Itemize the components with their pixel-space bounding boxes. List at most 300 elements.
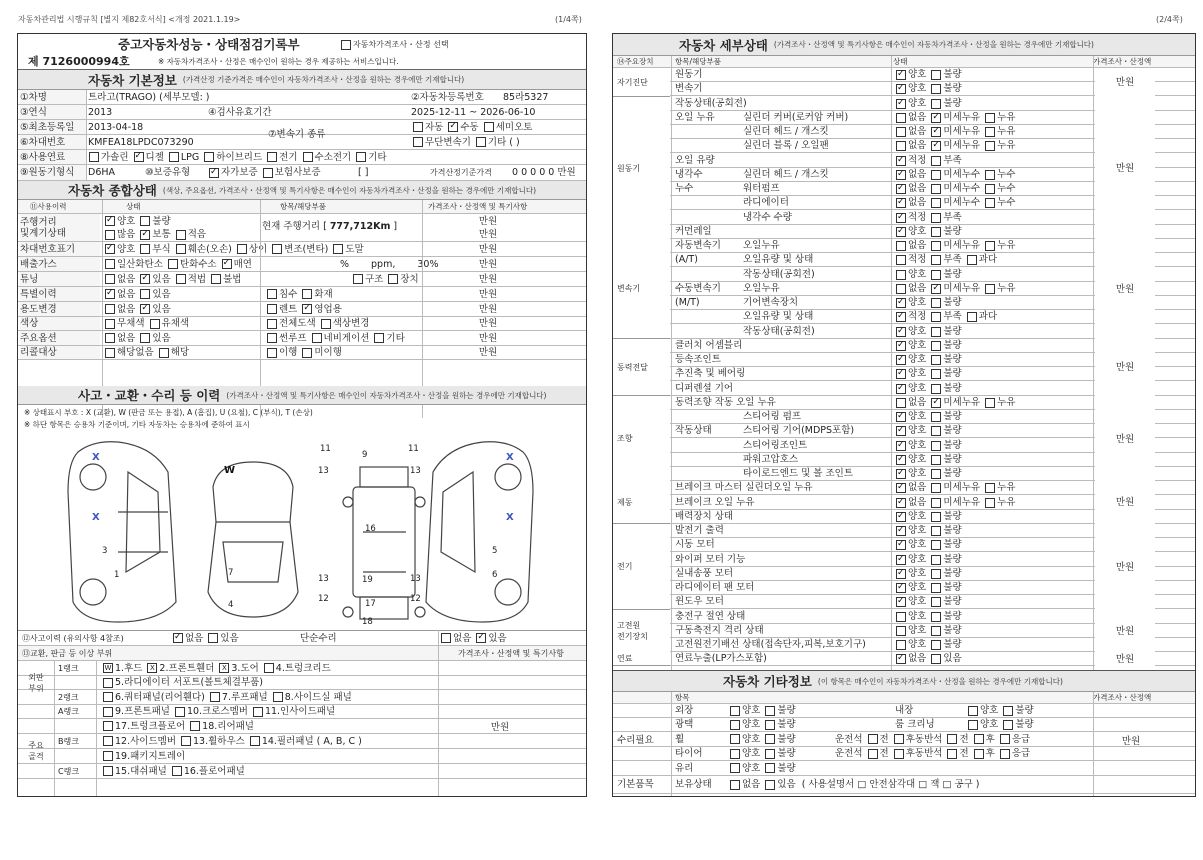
detail-10-1-checkbox[interactable] <box>931 213 941 223</box>
summary-3-label-1: 탄화수소 <box>179 258 217 270</box>
detail-26-0-checkbox[interactable] <box>896 441 906 451</box>
summary-2-label-4: 변조(변타) <box>284 243 329 255</box>
exchange-items-6 <box>98 749 438 763</box>
detail-31-1-checkbox[interactable] <box>931 512 941 522</box>
detail-11-1-checkbox[interactable] <box>931 227 941 237</box>
detail-status-10 <box>891 211 1091 224</box>
detail-40-0-checkbox[interactable] <box>896 640 906 650</box>
summary-4-label-2: 적법 <box>187 273 207 285</box>
wheel-drv-f-checkbox[interactable] <box>868 734 878 744</box>
other-outside-label: 외장 <box>675 705 694 716</box>
detail-24-0-checkbox[interactable] <box>896 412 906 422</box>
trans-cvt-checkbox[interactable] <box>413 137 423 147</box>
summary2-6-0-checkbox[interactable] <box>267 304 277 314</box>
detail-sub-25: 작동상태 <box>675 425 712 436</box>
other-outside-ok-checkbox[interactable] <box>730 706 740 716</box>
detail-part-26: 스티어링조인트 <box>743 440 808 451</box>
belong-none-checkbox[interactable] <box>730 780 740 790</box>
summary-2-4-checkbox[interactable] <box>272 244 282 254</box>
detail-5-1-checkbox[interactable] <box>931 141 941 151</box>
detail-16-1-checkbox[interactable] <box>931 298 941 308</box>
detail-part-18: 작동상태(공회전) <box>743 326 815 337</box>
detail-31-0-checkbox[interactable] <box>896 512 906 522</box>
detail-16-0-checkbox[interactable] <box>896 298 906 308</box>
detail-18-label-0: 양호 <box>908 326 927 337</box>
detail-sub-15: 수동변속기 <box>675 283 721 294</box>
summary-label-6: 용도변경 <box>20 302 100 316</box>
summary-4-2-checkbox[interactable] <box>176 274 186 284</box>
detail-21-1-checkbox[interactable] <box>931 369 941 379</box>
detail-32-0-checkbox[interactable] <box>896 526 906 536</box>
other-room-status: 양호 불량 <box>963 718 1083 731</box>
detail-13-2-checkbox[interactable] <box>967 255 977 265</box>
other-gloss-label: 광택 <box>675 719 694 731</box>
fuel-6-checkbox[interactable] <box>356 152 366 162</box>
summary2-5-label-1: 화재 <box>314 288 333 300</box>
part-outer2-2-checkbox[interactable] <box>273 692 283 702</box>
summary-5-1-checkbox[interactable] <box>140 289 150 299</box>
summary2-7-0-checkbox[interactable] <box>267 319 277 329</box>
detail-18-1-checkbox[interactable] <box>931 327 941 337</box>
detail-27-label-0: 양호 <box>908 454 927 465</box>
warranty-0-checkbox[interactable] <box>209 168 219 178</box>
detail-37-1-checkbox[interactable] <box>931 597 941 607</box>
detail-11-label-0: 양호 <box>908 226 927 237</box>
detail-41-1-checkbox[interactable] <box>931 654 941 664</box>
detail-status-6 <box>891 154 1091 167</box>
detail-22-1-checkbox[interactable] <box>931 384 941 394</box>
tire-pas-f-checkbox[interactable] <box>947 749 957 759</box>
detail-0-0-checkbox[interactable] <box>896 70 906 80</box>
other-glass-bad-checkbox[interactable] <box>765 763 775 773</box>
fuel-5-checkbox[interactable] <box>303 152 313 162</box>
detail-status-15 <box>891 282 1091 295</box>
detail-17-1-checkbox[interactable] <box>931 312 941 322</box>
detail-item-20: 등속조인트 <box>675 354 721 365</box>
detail-10-label-0: 적정 <box>908 212 927 223</box>
summary2-8-0-checkbox[interactable] <box>267 333 277 343</box>
detail-1-0-checkbox[interactable] <box>896 84 906 94</box>
summary-2-1-checkbox[interactable] <box>140 244 150 254</box>
detail-15-1-checkbox[interactable] <box>931 284 941 294</box>
wheel-drv-r-checkbox[interactable] <box>894 734 904 744</box>
wheel-pas-r-checkbox[interactable] <box>974 734 984 744</box>
summary2-5-label-0: 침수 <box>279 288 298 300</box>
detail-item-19: 클러치 어셈블리 <box>675 340 743 351</box>
detail-2-label-1: 불량 <box>943 98 962 109</box>
other-gloss-bad-checkbox[interactable] <box>765 720 775 730</box>
detail-part-24: 스티어링 펌프 <box>743 411 802 422</box>
detail-13-1-checkbox[interactable] <box>931 255 941 265</box>
detail-12-0-checkbox[interactable] <box>896 241 906 251</box>
detail-24-1-checkbox[interactable] <box>931 412 941 422</box>
detail-17-0-checkbox[interactable] <box>896 312 906 322</box>
detail-27-0-checkbox[interactable] <box>896 455 906 465</box>
detail-11-label-1: 불량 <box>943 226 962 237</box>
detail-status-28 <box>891 467 1091 480</box>
trans-semi-checkbox[interactable] <box>484 122 494 132</box>
summary-options-9 <box>100 346 260 359</box>
group-unit-self_diag: 만원 <box>1095 68 1155 97</box>
detail-8-0-checkbox[interactable] <box>896 184 906 194</box>
detail-33-1-checkbox[interactable] <box>931 540 941 550</box>
tire-pas-r-checkbox[interactable] <box>974 749 984 759</box>
part-outer1-0-checkbox[interactable]: W <box>104 664 112 672</box>
detail-sub-13: (A/T) <box>675 254 698 265</box>
other-room-bad-checkbox[interactable] <box>1003 720 1013 730</box>
fuel-label-4: 전기 <box>279 151 298 163</box>
detail-8-1-checkbox[interactable] <box>931 184 941 194</box>
tire-drv-r-checkbox[interactable] <box>894 749 904 759</box>
part-outer2-0-checkbox[interactable] <box>103 692 113 702</box>
exchange-row-7 <box>18 764 586 779</box>
detail-15-0-checkbox[interactable] <box>896 284 906 294</box>
row-vin: ⑥차대번호 KMFEA18LPDC073290 무단변속기 기타 ( ) <box>18 135 586 150</box>
detail-35-0-checkbox[interactable] <box>896 569 906 579</box>
summary2-5-1-checkbox[interactable] <box>302 289 312 299</box>
detail-37-0-checkbox[interactable] <box>896 597 906 607</box>
detail-19-0-checkbox[interactable] <box>896 341 906 351</box>
detail-38-0-checkbox[interactable] <box>896 612 906 622</box>
part-mainA-1-checkbox[interactable] <box>175 707 185 717</box>
detail-14-0-checkbox[interactable] <box>896 270 906 280</box>
detail-5-2-checkbox[interactable] <box>985 141 995 151</box>
detail-status-11 <box>891 225 1091 238</box>
detail-26-1-checkbox[interactable] <box>931 441 941 451</box>
trans-manual-checkbox[interactable] <box>448 122 458 132</box>
part-mainB-2-checkbox[interactable] <box>250 736 260 746</box>
wheel-pas-f-checkbox[interactable] <box>947 734 957 744</box>
detail-20-0-checkbox[interactable] <box>896 355 906 365</box>
summary-2-2-checkbox[interactable] <box>176 244 186 254</box>
exchange-row-0 <box>18 661 586 676</box>
base-price-value: 0 0 0 0 0 만원 <box>512 167 576 178</box>
summary-row-4 <box>18 272 586 287</box>
detail-1-1-checkbox[interactable] <box>931 84 941 94</box>
exchange-items-5 <box>98 734 438 748</box>
summary2-9-0-checkbox[interactable] <box>267 348 277 358</box>
summary2-7-1-checkbox[interactable] <box>321 319 331 329</box>
detail-36-0-checkbox[interactable] <box>896 583 906 593</box>
fuel-label-0: 가솔린 <box>101 151 129 163</box>
accident-history-0-checkbox[interactable] <box>173 633 183 643</box>
detail-item-21: 추진축 및 베어링 <box>675 368 746 379</box>
detail-12-2-checkbox[interactable] <box>985 241 995 251</box>
detail-23-1-checkbox[interactable] <box>931 398 941 408</box>
warranty-label-0: 자가보증 <box>221 167 258 178</box>
detail-32-label-1: 불량 <box>943 525 962 536</box>
detail-38-1-checkbox[interactable] <box>931 612 941 622</box>
detail-23-2-checkbox[interactable] <box>985 398 995 408</box>
legend-line-1: ※ 상태표시 부호 : X (교환), W (판금 또는 용접), A (흠집), U (요철), C (부식), T (손상) <box>24 408 313 417</box>
summary-9-0-checkbox[interactable] <box>105 348 115 358</box>
detail-item-37: 윈도우 모터 <box>675 596 724 607</box>
belong-status: 없음 있음 ( 사용설명서 □ 안전삼각대 □ 잭 □ 공구 ) <box>725 776 1095 793</box>
detail-11-0-checkbox[interactable] <box>896 227 906 237</box>
detail-32-1-checkbox[interactable] <box>931 526 941 536</box>
detail-status-41 <box>891 652 1091 665</box>
other-glass-status: 양호 불량 <box>725 762 835 775</box>
detail-35-label-0: 양호 <box>908 568 927 579</box>
rank2-label: 2랭크 <box>58 692 79 702</box>
other-wheel-bad-checkbox[interactable] <box>765 734 775 744</box>
summary-3-2-checkbox[interactable] <box>222 259 232 269</box>
summary2-4-label-0: 구조 <box>365 273 384 285</box>
detail-10-0-checkbox[interactable] <box>896 213 906 223</box>
detail-34-0-checkbox[interactable] <box>896 555 906 565</box>
detail-4-2-checkbox[interactable] <box>985 127 995 137</box>
detail-9-1-checkbox[interactable] <box>931 198 941 208</box>
detail-14-1-checkbox[interactable] <box>931 270 941 280</box>
warranty-1-checkbox[interactable] <box>263 168 273 178</box>
detail-20-label-1: 불량 <box>943 354 962 365</box>
part-outer1-1-checkbox[interactable]: X <box>147 663 157 673</box>
part-mainB-0-checkbox[interactable] <box>103 736 113 746</box>
fuel-label-2: LPG <box>180 151 200 163</box>
detail-8-2-checkbox[interactable] <box>985 184 995 194</box>
legend-line-2: ※ 하단 항목은 승용차 기준이며, 기타 자동차는 승용차에 준하여 표시 <box>24 420 250 429</box>
summary2-6-label-1: 영업용 <box>314 303 342 315</box>
summary-4-0-checkbox[interactable] <box>105 274 115 284</box>
summary2-9-label-0: 이행 <box>279 347 298 358</box>
detail-9-0-checkbox[interactable] <box>896 198 906 208</box>
summary-1-1-checkbox[interactable] <box>140 230 150 240</box>
detail-29-2-checkbox[interactable] <box>985 483 995 493</box>
summary2-6-1-checkbox[interactable] <box>302 304 312 314</box>
detail-35-1-checkbox[interactable] <box>931 569 941 579</box>
detail-status-5 <box>891 139 1091 152</box>
summary2-5-0-checkbox[interactable] <box>267 289 277 299</box>
detail-3-0-checkbox[interactable] <box>896 113 906 123</box>
group-unit-steering: 만원 <box>1095 396 1155 482</box>
simple-repair-0-checkbox[interactable] <box>441 633 451 643</box>
detail-item-36: 라디에이터 팬 모터 <box>675 582 755 593</box>
fuel-4-checkbox[interactable] <box>267 152 277 162</box>
other-wheel-ok-checkbox[interactable] <box>730 734 740 744</box>
detail-3-2-checkbox[interactable] <box>985 113 995 123</box>
row-year: ③연식 2013 ④검사유효기간 2025-12-11 ~ 2026-06-10 <box>18 105 586 120</box>
detail-7-2-checkbox[interactable] <box>985 170 995 180</box>
belong-have-checkbox[interactable] <box>765 780 775 790</box>
group-engine: 원동기 <box>613 97 670 240</box>
detail-28-0-checkbox[interactable] <box>896 469 906 479</box>
detail-23-label-2: 누유 <box>997 397 1016 408</box>
detail-30-0-checkbox[interactable] <box>896 498 906 508</box>
accident-history-1-checkbox[interactable] <box>208 633 218 643</box>
detail-30-1-checkbox[interactable] <box>931 498 941 508</box>
detail-header: 자동차 세부상태 (가격조사・산정액 및 특기사항은 매수인이 자동차가격조사・산정을 원하는 경우에만 기재합니다) <box>613 34 1195 56</box>
detail-status-16 <box>891 296 1091 309</box>
detail-28-label-1: 불량 <box>943 468 962 479</box>
detail-1-label-1: 불량 <box>943 83 962 94</box>
detail-34-1-checkbox[interactable] <box>931 555 941 565</box>
tire-spare-checkbox[interactable] <box>1000 749 1010 759</box>
summary-7-label-1: 유채색 <box>161 318 190 329</box>
part-mainA-1: 10.크로스멤버 <box>186 706 248 717</box>
detail-status-24 <box>891 410 1091 423</box>
trans-auto-checkbox[interactable] <box>413 122 423 132</box>
detail-status-13 <box>891 253 1091 266</box>
detail-40-1-checkbox[interactable] <box>931 640 941 650</box>
summary2-8-2-checkbox[interactable] <box>374 333 384 343</box>
detail-29-0-checkbox[interactable] <box>896 483 906 493</box>
detail-25-1-checkbox[interactable] <box>931 426 941 436</box>
detail-17-2-checkbox[interactable] <box>967 312 977 322</box>
detail-39-0-checkbox[interactable] <box>896 626 906 636</box>
detail-23-label-1: 미세누유 <box>943 397 981 408</box>
detail-19-1-checkbox[interactable] <box>931 341 941 351</box>
fuel-label-1: 디젤 <box>145 151 164 163</box>
detail-2-1-checkbox[interactable] <box>931 99 941 109</box>
detail-3-1-checkbox[interactable] <box>931 113 941 123</box>
wheel-spare-checkbox[interactable] <box>1000 734 1010 744</box>
detail-41-label-1: 있음 <box>943 653 962 664</box>
fuel-1-checkbox[interactable] <box>134 152 144 162</box>
car-right-side-view <box>426 442 533 622</box>
detail-14-label-0: 양호 <box>908 269 927 280</box>
detail-status-25 <box>891 424 1091 437</box>
detail-6-1-checkbox[interactable] <box>931 156 941 166</box>
detail-20-1-checkbox[interactable] <box>931 355 941 365</box>
summary-7-1-checkbox[interactable] <box>150 319 160 329</box>
part-outer1b-0-checkbox[interactable] <box>103 678 113 688</box>
part-outer1-2-checkbox[interactable]: X <box>219 663 229 673</box>
summary-unit-2: 만원 <box>478 243 498 255</box>
summary2-8-1-checkbox[interactable] <box>312 333 322 343</box>
part-mainA2-0-checkbox[interactable] <box>103 721 113 731</box>
summary-4-1-checkbox[interactable] <box>140 274 150 284</box>
summary-5-0-checkbox[interactable] <box>105 289 115 299</box>
summary-0-1-checkbox[interactable] <box>140 216 150 226</box>
part-outer1-3-checkbox[interactable] <box>264 663 274 673</box>
detail-39-1-checkbox[interactable] <box>931 626 941 636</box>
detail-22-0-checkbox[interactable] <box>896 384 906 394</box>
part-mainB2-0-checkbox[interactable] <box>103 751 113 761</box>
summary-1-0-checkbox[interactable] <box>105 230 115 240</box>
detail-21-0-checkbox[interactable] <box>896 369 906 379</box>
summary-0-0-checkbox[interactable] <box>105 216 115 226</box>
part-mainC-0-checkbox[interactable] <box>103 766 113 776</box>
summary-options-5 <box>100 287 260 301</box>
detail-4-0-checkbox[interactable] <box>896 127 906 137</box>
fuel-2-checkbox[interactable] <box>169 152 179 162</box>
detail-6-0-checkbox[interactable] <box>896 156 906 166</box>
detail-9-2-checkbox[interactable] <box>985 198 995 208</box>
summary-options2-7 <box>262 317 422 330</box>
summary-2-0-checkbox[interactable] <box>105 244 115 254</box>
detail-7-0-checkbox[interactable] <box>896 170 906 180</box>
summary2-4-1-checkbox[interactable] <box>388 274 398 284</box>
fuel-3-checkbox[interactable] <box>204 152 214 162</box>
detail-23-label-0: 없음 <box>908 397 927 408</box>
other-tire-bad-checkbox[interactable] <box>765 749 775 759</box>
detail-item-2: 작동상태(공회전) <box>675 98 747 109</box>
summary-0-label-0: 양호 <box>117 215 136 227</box>
detail-33-0-checkbox[interactable] <box>896 540 906 550</box>
detail-30-label-1: 미세누유 <box>943 497 981 508</box>
part-mainA2-0: 17.트렁크플로어 <box>115 720 186 732</box>
summary-options2-9 <box>262 346 422 359</box>
detail-27-1-checkbox[interactable] <box>931 455 941 465</box>
part-mainA2-1-checkbox[interactable] <box>190 721 200 731</box>
group-hv: 고전원 전기장치 <box>613 610 670 653</box>
detail-13-0-checkbox[interactable] <box>896 255 906 265</box>
other-room-ok-checkbox[interactable] <box>968 720 978 730</box>
detail-2-0-checkbox[interactable] <box>896 99 906 109</box>
detail-status-14 <box>891 268 1091 281</box>
detail-18-0-checkbox[interactable] <box>896 327 906 337</box>
detail-12-1-checkbox[interactable] <box>931 241 941 251</box>
row-fuel: ⑧사용연료 가솔린 ✓ 디젤 LPG 하이브리드 전기 수소전기 기타 <box>18 150 586 165</box>
summary-8-0-checkbox[interactable] <box>105 333 115 343</box>
detail-28-1-checkbox[interactable] <box>931 469 941 479</box>
part-mainB-1-checkbox[interactable] <box>181 736 191 746</box>
simple-repair-1-checkbox[interactable] <box>476 633 486 643</box>
detail-23-0-checkbox[interactable] <box>896 398 906 408</box>
detail-0-1-checkbox[interactable] <box>931 70 941 80</box>
detail-part-25: 스티어링 기어(MDPS포함) <box>743 425 855 436</box>
part-mainA-0-checkbox[interactable] <box>103 707 113 717</box>
part-mainA2-1: 18.리어패널 <box>202 720 254 732</box>
part-mainA-2-checkbox[interactable] <box>253 707 263 717</box>
accident-history-label-1: 있음 <box>220 632 239 644</box>
other-glass-ok-checkbox[interactable] <box>730 763 740 773</box>
detail-7-1-checkbox[interactable] <box>931 170 941 180</box>
form-page-2: 자동차 세부상태 (가격조사・산정액 및 특기사항은 매수인이 자동차가격조사・산정을 원하는 경우에만 기재합니다) ⑭주요장치 항목/해당부품 상태 가격조사・산정액 원동기 ✓ 양호 불량 변속기 ✓ 양호 불량 작동상태(공회전) ✓ 양호 불량 오일 누유 실린더 커버(로커암 커버) 없음 ✓ 미세누유 누유 실린더 헤드 / 개스킷 없음 ✓ 미세누유 누유 실린더 블록 / 오일팬 없음 ✓ 미세누유 누유 오일 유량 ✓ 적정 부족 냉각수 실린더 헤드 / 개스킷 ✓ 없음 미세누수 누수 누수 워터펌프 ✓ 없음 미세누수 누수 라디에이터 ✓ 없음 미세누수 누수 냉각수 수량 ✓ 적정 부족 커먼레일 ✓ 양호 불량 자동변속기 오일누유 없음 미세누유 누유 (A/T) 오일유량 및 상태 적정 부족 과다 작동상태(공회전) 양호 불량 수동변속기 오일누유 없음 ✓ 미세누유 누유 (M/T) 기어변속장치 ✓ 양호 불량 오일유량 및 상태 ✓ 적정 부족 과다 작동상태(공회전) ✓ 양호 불량 클러치 어셈블리 ✓ 양호 불량 등속조인트 ✓ 양호 불량 추진축 및 베어링 ✓ 양호 불량 디퍼렌셜 기어 ✓ 양호 불량 동력조향 작동 오일 누유 없음 ✓ 미세누유 누유 스티어링 펌프 ✓ 양호 불량 작동상태 스티어링 기어(MDPS포함) ✓ 양호 불량 스티어링조인트 ✓ 양호 불량 파워고압호스 ✓ 양호 불량 타이로드엔드 및 볼 조인트 ✓ 양호 불량 브레이크 마스터 실린더오일 누유 ✓ 없음 미세누유 누유 브레이크 오일 누유 ✓ 없음 미세누유 누유 배력장치 상태 ✓ 양호 불량 발전기 출력 ✓ 양호 불량 시동 모터 ✓ 양호 불량 와이퍼 모터 기능 ✓ 양호 불량 실내송풍 모터 ✓ 양호 불량 라디에이터 팬 모터 ✓ 양호 불량 윈도우 모터 ✓ 양호 불량 충전구 절연 상태 양호 불량 구동축전지 격리 상태 양호 불량 고전원전기배선 상태(접속단자,피복,보호기구) 양호 불량 연료누출(LP가스포함) ✓ 없음 있음 자동차 기타정보 (이 항목은 매수인이 자동차가격조사・산정을 원하는 경우에만 기재합니다) 항목 가격조사・산정액 외장 양호 불량 내장 양호 불량 광택 양호 불량 룸 크리닝 양호 불량 휠 양호 불량 운전석 전 후 동반석 전 후 응급 타이어 양호 불량 운전석 전 후 동반석 전 후 응급 유리 양호 불량 보유상태 없음 있음 ( 사용설명서 □ 안전삼각대 □ 잭 □ 공구 ) 수리필요 기본품목 만원 자기진단 만원 원동기 만원 변속기 만원 동력전달 만원 조향 만원 제동 만원 전기 만원 고전원 전기장치 만원 연료 만원 <box>612 33 1196 797</box>
exchange-items-4 <box>98 719 438 733</box>
part-mainC-1-checkbox[interactable] <box>172 766 182 776</box>
group-unit-hv: 만원 <box>1095 610 1155 653</box>
detail-36-1-checkbox[interactable] <box>931 583 941 593</box>
fuel-0-checkbox[interactable] <box>89 152 99 162</box>
summary-2-3-checkbox[interactable] <box>237 244 247 254</box>
other-tire-ok-checkbox[interactable] <box>730 749 740 759</box>
detail-4-1-checkbox[interactable] <box>931 127 941 137</box>
other-gloss-ok-checkbox[interactable] <box>730 720 740 730</box>
summary-6-0-checkbox[interactable] <box>105 304 115 314</box>
other-outside-bad-checkbox[interactable] <box>765 706 775 716</box>
summary-row-8 <box>18 331 586 346</box>
warranty-label-1: 보험사보증 <box>274 167 321 178</box>
summary2-9-1-checkbox[interactable] <box>302 348 312 358</box>
summary-7-0-checkbox[interactable] <box>105 319 115 329</box>
detail-15-2-checkbox[interactable] <box>985 284 995 294</box>
detail-29-1-checkbox[interactable] <box>931 483 941 493</box>
detail-25-0-checkbox[interactable] <box>896 426 906 436</box>
detail-part-7: 실린더 헤드 / 개스킷 <box>743 169 829 180</box>
summary-3-1-checkbox[interactable] <box>168 259 178 269</box>
summary-6-1-checkbox[interactable] <box>140 304 150 314</box>
tire-drv-f-checkbox[interactable] <box>868 749 878 759</box>
summary2-4-0-checkbox[interactable] <box>353 274 363 284</box>
summary-2-5-checkbox[interactable] <box>333 244 343 254</box>
other-inside-bad-checkbox[interactable] <box>1003 706 1013 716</box>
price-select-checkbox[interactable] <box>341 40 351 50</box>
detail-status-40 <box>891 638 1091 651</box>
detail-30-2-checkbox[interactable] <box>985 498 995 508</box>
summary-4-3-checkbox[interactable] <box>211 274 221 284</box>
summary-9-1-checkbox[interactable] <box>159 348 169 358</box>
summary-3-0-checkbox[interactable] <box>105 259 115 269</box>
detail-41-0-checkbox[interactable] <box>896 654 906 664</box>
other-inside-ok-checkbox[interactable] <box>968 706 978 716</box>
part-outer2-1-checkbox[interactable] <box>210 692 220 702</box>
summary-1-2-checkbox[interactable] <box>176 230 186 240</box>
detail-5-0-checkbox[interactable] <box>896 141 906 151</box>
detail-7-label-1: 미세누수 <box>943 169 981 180</box>
trans-other-checkbox[interactable] <box>476 137 486 147</box>
summary-8-1-checkbox[interactable] <box>140 333 150 343</box>
